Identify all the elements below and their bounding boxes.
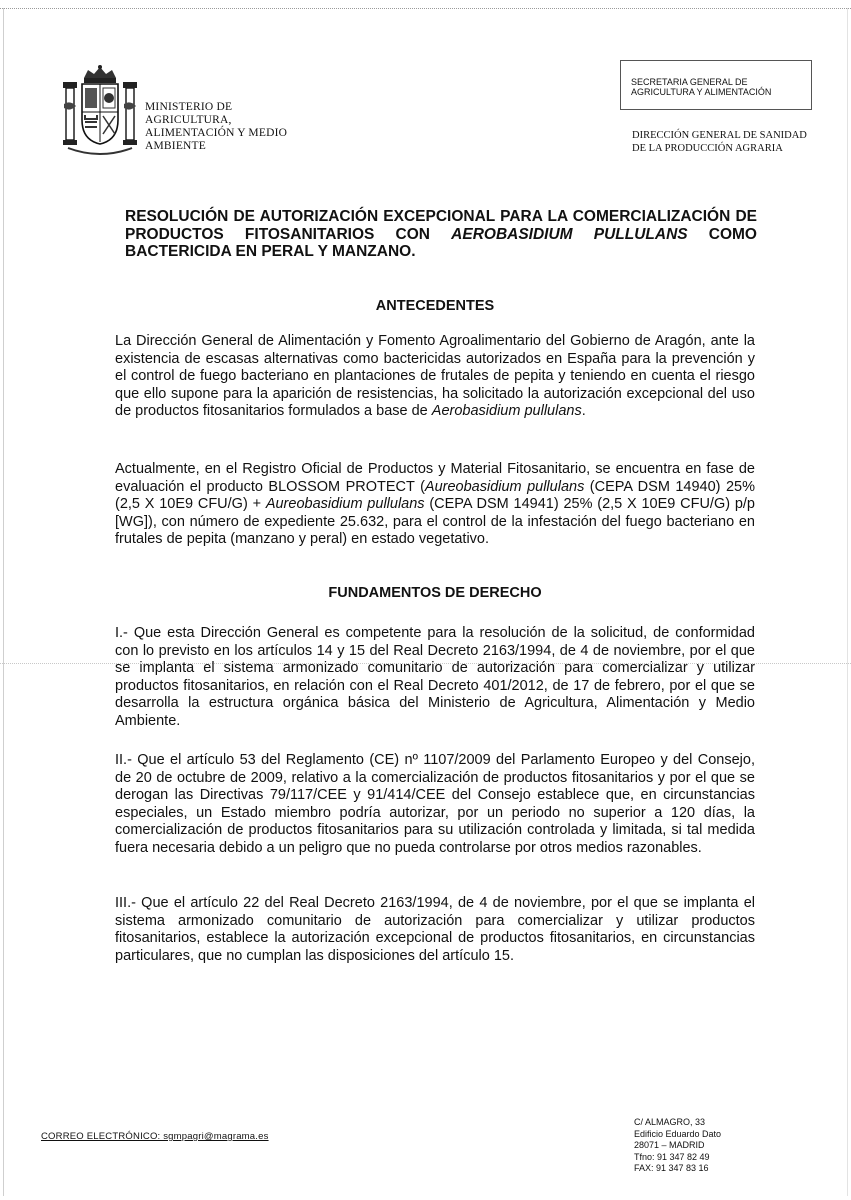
address-line: 28071 – MADRID [634, 1140, 705, 1150]
spanish-coat-of-arms-icon [60, 64, 140, 160]
secretaria-line: AGRICULTURA Y ALIMENTACIÓN [631, 87, 772, 97]
address-line: Edificio Eduardo Dato [634, 1128, 722, 1139]
fundamento-2: II.- Que el artículo 53 del Reglamento (CE) nº 1107/2009 del Parlamento Europeo y del Consejo, de 20 de octubre de 2009, relativo a la comercialización de productos fitosanitarios y por el que se derogan las Directivas 79/117/CEE y 91/414/CEE del Consejo establece que, en circunstancias especiales, un Estado miembro podría autorizar, por un periodo no superior a 120 días, la comercialización de productos fitosanitarios para su utilización controlada y limitada, si tal medida fuera necesaria debido a un peligro que no pueda controlarse por otros medios razonables. [115, 752, 755, 856]
scan-right-edge [847, 8, 848, 1196]
paragraph-text: (CEPA DSM 14941) 25% (2,5 X 10E9 CFU/G) p/p [WG]), con número de expediente 25.632, para el control de la infestación del fuego bacteriano en frutales de pepita (manzano y peral) en estado vegetativo. [115, 496, 755, 547]
address-line: FAX: 91 347 83 16 [634, 1163, 709, 1173]
paragraph-text: La Dirección General de Alimentación y Fomento Agroalimentario del Gobierno de Aragón, ante la existencia de escasas alternativas como bactericidas autorizados en España para la prevención y el control de fuego bacteriano en plantaciones de frutales de pepita y teniendo en cuenta el riesgo que ello supone para la aparición de resistencias, ha solicitado la autorización excepcional del uso de productos fitosanitarios formulados a base de [115, 333, 755, 419]
paragraph-text: (CEPA DSM 14940) 25% (2,5 X 10E9 CFU/G) + [115, 478, 755, 512]
species-name: Aureobasidium pullulans [424, 478, 585, 495]
document-title [125, 208, 757, 261]
postal-address [634, 1117, 784, 1175]
paragraph-text: . [581, 403, 586, 419]
fundamentos-heading: FUNDAMENTOS DE DERECHO [328, 585, 542, 601]
title-species: AEROBASIDIUM PULLULANS [451, 225, 688, 243]
direccion-line: DE LA PRODUCCIÓN AGRARIA [632, 143, 783, 154]
species-name: Aureobasidium pullulans [265, 496, 425, 512]
ministry-line: AGRICULTURA, [145, 114, 232, 126]
title-part: COMO BACTERICIDA EN PERAL Y MANZANO. [125, 225, 757, 260]
contact-email: CORREO ELECTRÓNICO: sgmpagri@magrama.es [41, 1131, 269, 1142]
secretaria-box [620, 60, 812, 110]
ministry-name [145, 101, 325, 153]
species-name: Aerobasidium pullulans [431, 403, 582, 419]
antecedentes-paragraph-1 [115, 333, 755, 421]
direccion-general [632, 129, 842, 155]
fundamento-1: I.- Que esta Dirección General es competente para la resolución de la solicitud, de conformidad con lo previsto en los artículos 14 y 15 del Real Decreto 2163/1994, de 4 de noviembre, por el que se implanta el sistema armonizado comunitario de autorización para comercializar y utilizar productos fitosanitarios, en relación con el Real Decreto 401/2012, de 17 de febrero, por el que se desarrolla la estructura orgánica básica del Ministerio de Agricultura, Alimentación y Medio Ambiente. [115, 625, 755, 729]
ministry-line: MINISTERIO DE [145, 101, 233, 113]
paragraph-text: Actualmente, en el Registro Oficial de Productos y Material Fitosanitario, se encuentra en fase de evaluación el producto BLOSSOM PROTECT ( [115, 461, 755, 495]
title-part: RESOLUCIÓN DE AUTORIZACIÓN EXCEPCIONAL PARA LA COMERCIALIZACIÓN DE PRODUCTOS FITOSANITARIOS CON [125, 208, 757, 243]
address-line: Tfno: 91 347 82 49 [634, 1151, 710, 1162]
fundamento-3: III.- Que el artículo 22 del Real Decreto 2163/1994, de 4 de noviembre, por el que se implanta el sistema armonizado comunitario de autorización para comercializar y utilizar productos fitosanitarios, establece la autorización excepcional de productos fitosanitarios, en circunstancias particulares, que no cumplan las disposiciones del artículo 15. [115, 895, 755, 964]
ministry-line: AMBIENTE [145, 140, 207, 152]
scan-top-edge [0, 8, 851, 9]
ministry-line: ALIMENTACIÓN Y MEDIO [145, 127, 288, 139]
secretaria-line: SECRETARIA GENERAL DE [631, 77, 748, 87]
address-line: C/ ALMAGRO, 33 [634, 1117, 706, 1127]
antecedentes-heading: ANTECEDENTES [375, 298, 495, 314]
scan-left-edge [3, 8, 4, 1196]
antecedentes-paragraph-2 [115, 461, 755, 549]
direccion-line: DIRECCIÓN GENERAL DE SANIDAD [632, 130, 807, 141]
